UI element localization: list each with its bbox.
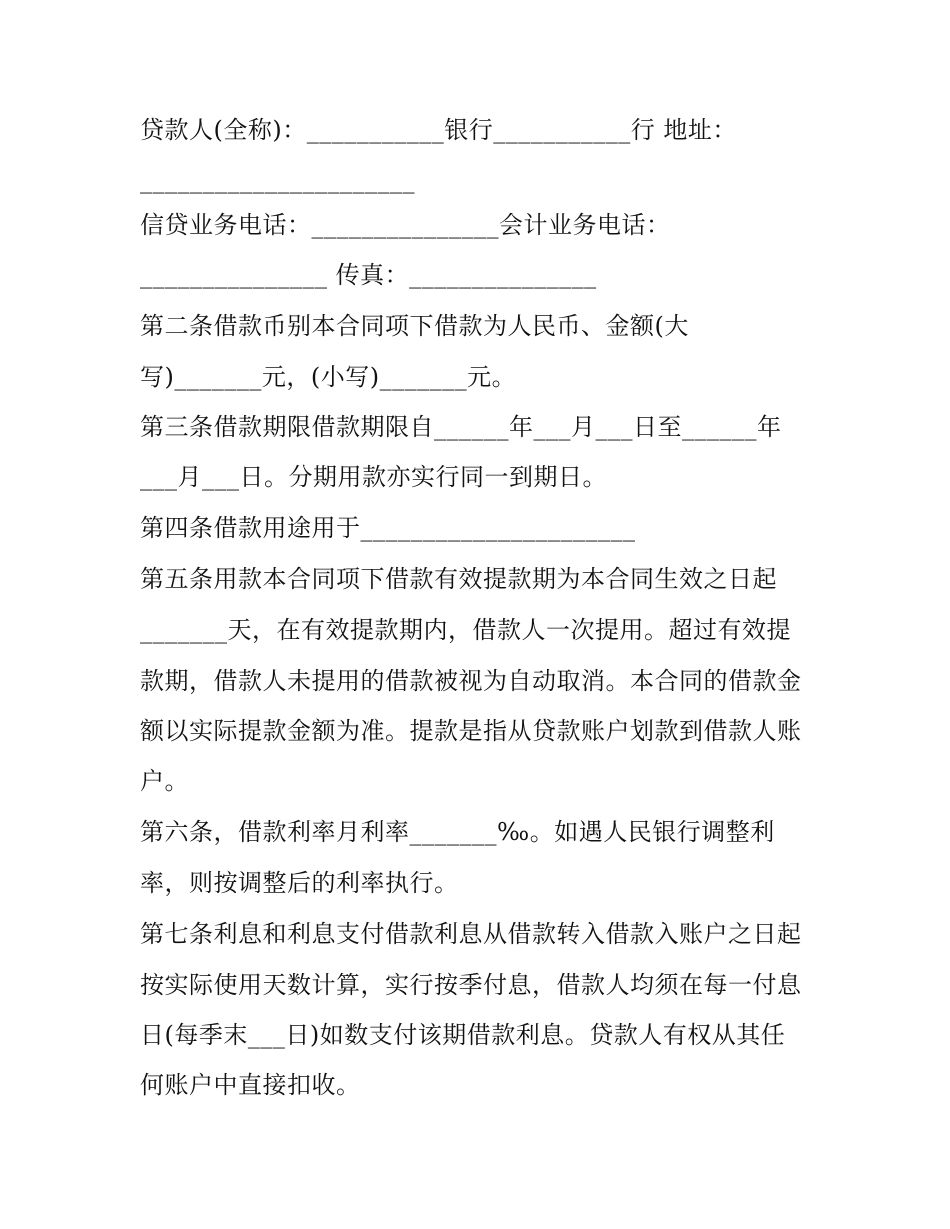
article-5-line-1: 第五条用款本合同项下借款有效提款期为本合同生效之日起 [140, 565, 777, 593]
article-7-line-4: 何账户中直接扣收。 [140, 1071, 361, 1099]
article-6-line-2: 率，则按调整后的利率执行。 [140, 869, 459, 897]
lender-address-blank: ______________________ [140, 166, 415, 194]
fax-line: _______________ 传真：_______________ [140, 261, 597, 289]
article-3-line-2: ___月___日。分期用款亦实行同一到期日。 [140, 463, 607, 491]
article-6-line-1: 第六条，借款利率月利率_______‰。如遇人民银行调整利 [140, 818, 775, 846]
business-phone-line: 信贷业务电话：_______________会计业务电话： [140, 211, 671, 239]
article-5-line-3: 款期，借款人未提用的借款被视为自动取消。本合同的借款金 [140, 667, 802, 695]
article-2-line-2: 写)_______元，(小写)_______元。 [140, 363, 517, 391]
lender-name-line: 贷款人(全称)：___________银行___________行 地址： [140, 116, 737, 144]
article-5-line-5: 户。 [140, 767, 189, 795]
article-7-line-3: 日(每季末___日)如数支付该期借款利息。贷款人有权从其任 [140, 1021, 786, 1049]
article-7-line-1: 第七条利息和利息支付借款利息从借款转入借款入账户之日起 [140, 920, 802, 948]
article-2-line-1: 第二条借款币别本合同项下借款为人民币、金额(大 [140, 312, 689, 340]
article-5-line-2: _______天，在有效提款期内，借款人一次提用。超过有效提 [140, 616, 791, 644]
article-3-line-1: 第三条借款期限借款期限自______年___月___日至______年 [140, 413, 782, 441]
article-4-line: 第四条借款用途用于______________________ [140, 514, 636, 542]
article-7-line-2: 按实际使用天数计算，实行按季付息，借款人均须在每一付息 [140, 971, 802, 999]
article-5-line-4: 额以实际提款金额为准。提款是指从贷款账户划款到借款人账 [140, 717, 802, 745]
